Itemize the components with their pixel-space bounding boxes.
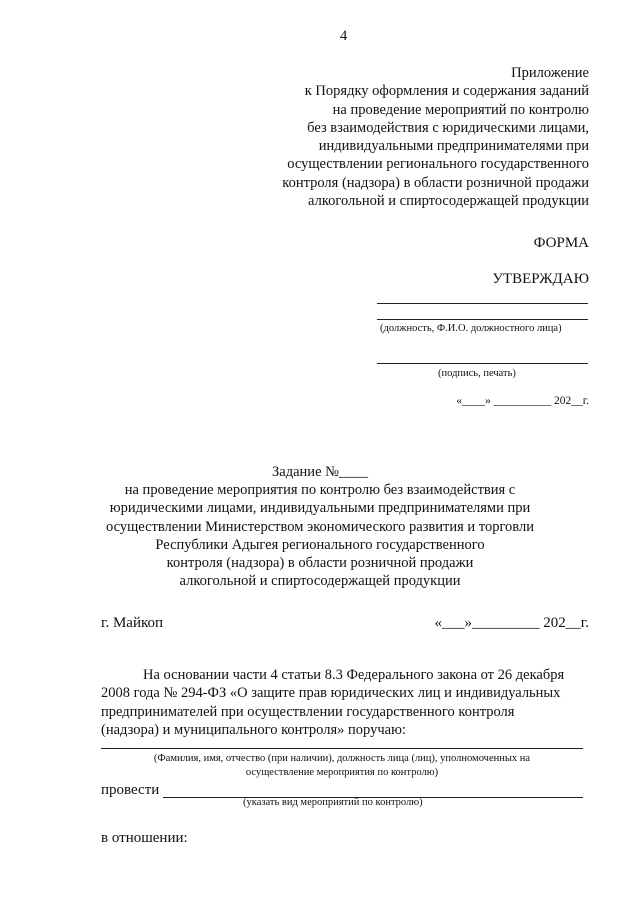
approver-line-1 — [377, 303, 588, 304]
basis-line: (надзора) и муниципального контроля» поручаю: — [101, 722, 406, 739]
task-title-line: Республики Адыгея регионального государственного — [155, 536, 485, 553]
task-title-line: юридическими лицами, индивидуальными предпринимателями при — [109, 500, 531, 517]
assignee-caption-line: осуществление мероприятия по контролю) — [245, 766, 439, 778]
signature-caption: (подпись, печать) — [438, 368, 516, 379]
appendix-line: алкогольной и спиртосодержащей продукции — [308, 193, 589, 210]
appendix-line: без взаимодействия с юридическими лицами, — [307, 119, 589, 136]
task-title-line: на проведение мероприятия по контролю без взаимодействия с — [124, 482, 516, 499]
appendix-line: на проведение мероприятий по контролю — [332, 101, 589, 118]
appendix-line: Приложение — [511, 65, 589, 81]
task-title-line: Задание №____ — [272, 464, 368, 480]
approve-date: «____» __________ 202__г. — [456, 395, 589, 407]
page-number: 4 — [340, 28, 348, 44]
assignee-line — [101, 748, 583, 749]
assignee-caption-line: (Фамилия, имя, отчество (при наличии), должность лица (лиц), уполномоченных на — [153, 753, 531, 764]
appendix-block — [259, 64, 589, 210]
task-title-block — [60, 463, 580, 590]
approver-position-caption: (должность, Ф.И.О. должностного лица) — [380, 323, 562, 334]
appendix-line: к Порядку оформления и содержания заданий — [304, 83, 589, 100]
signature-line — [377, 363, 588, 364]
approve-label: УТВЕРЖДАЮ — [492, 271, 589, 287]
task-title-line: алкогольной и спиртосодержащей продукции — [179, 573, 461, 590]
basis-line: предпринимателей при осуществлении государственного контроля — [101, 703, 515, 720]
appendix-line: индивидуальными предпринимателями при — [318, 138, 589, 155]
basis-line: На основании части 4 статьи 8.3 Федерального закона от 26 декабря — [143, 667, 565, 683]
approver-line-2 — [377, 319, 588, 320]
city: г. Майкоп — [101, 615, 164, 631]
appendix-line: контроля (надзора) в области розничной продажи — [282, 174, 589, 191]
basis-line: 2008 года № 294-ФЗ «О защите прав юридических лиц и индивидуальных — [101, 685, 561, 702]
basis-paragraph — [101, 666, 588, 740]
regarding-label: в отношении: — [101, 830, 188, 846]
assignee-caption — [101, 752, 583, 779]
conduct-label: провести — [101, 782, 160, 798]
form-label: ФОРМА — [533, 235, 589, 251]
conduct-caption: (указать вид мероприятий по контролю) — [243, 797, 423, 808]
task-date: «___»_________ 202__г. — [434, 615, 589, 631]
task-title-line: контроля (надзора) в области розничной продажи — [166, 555, 474, 572]
task-title-line: осуществлении Министерством экономического развития и торговли — [106, 518, 534, 535]
appendix-line: осуществлении регионального государственного — [287, 156, 589, 173]
